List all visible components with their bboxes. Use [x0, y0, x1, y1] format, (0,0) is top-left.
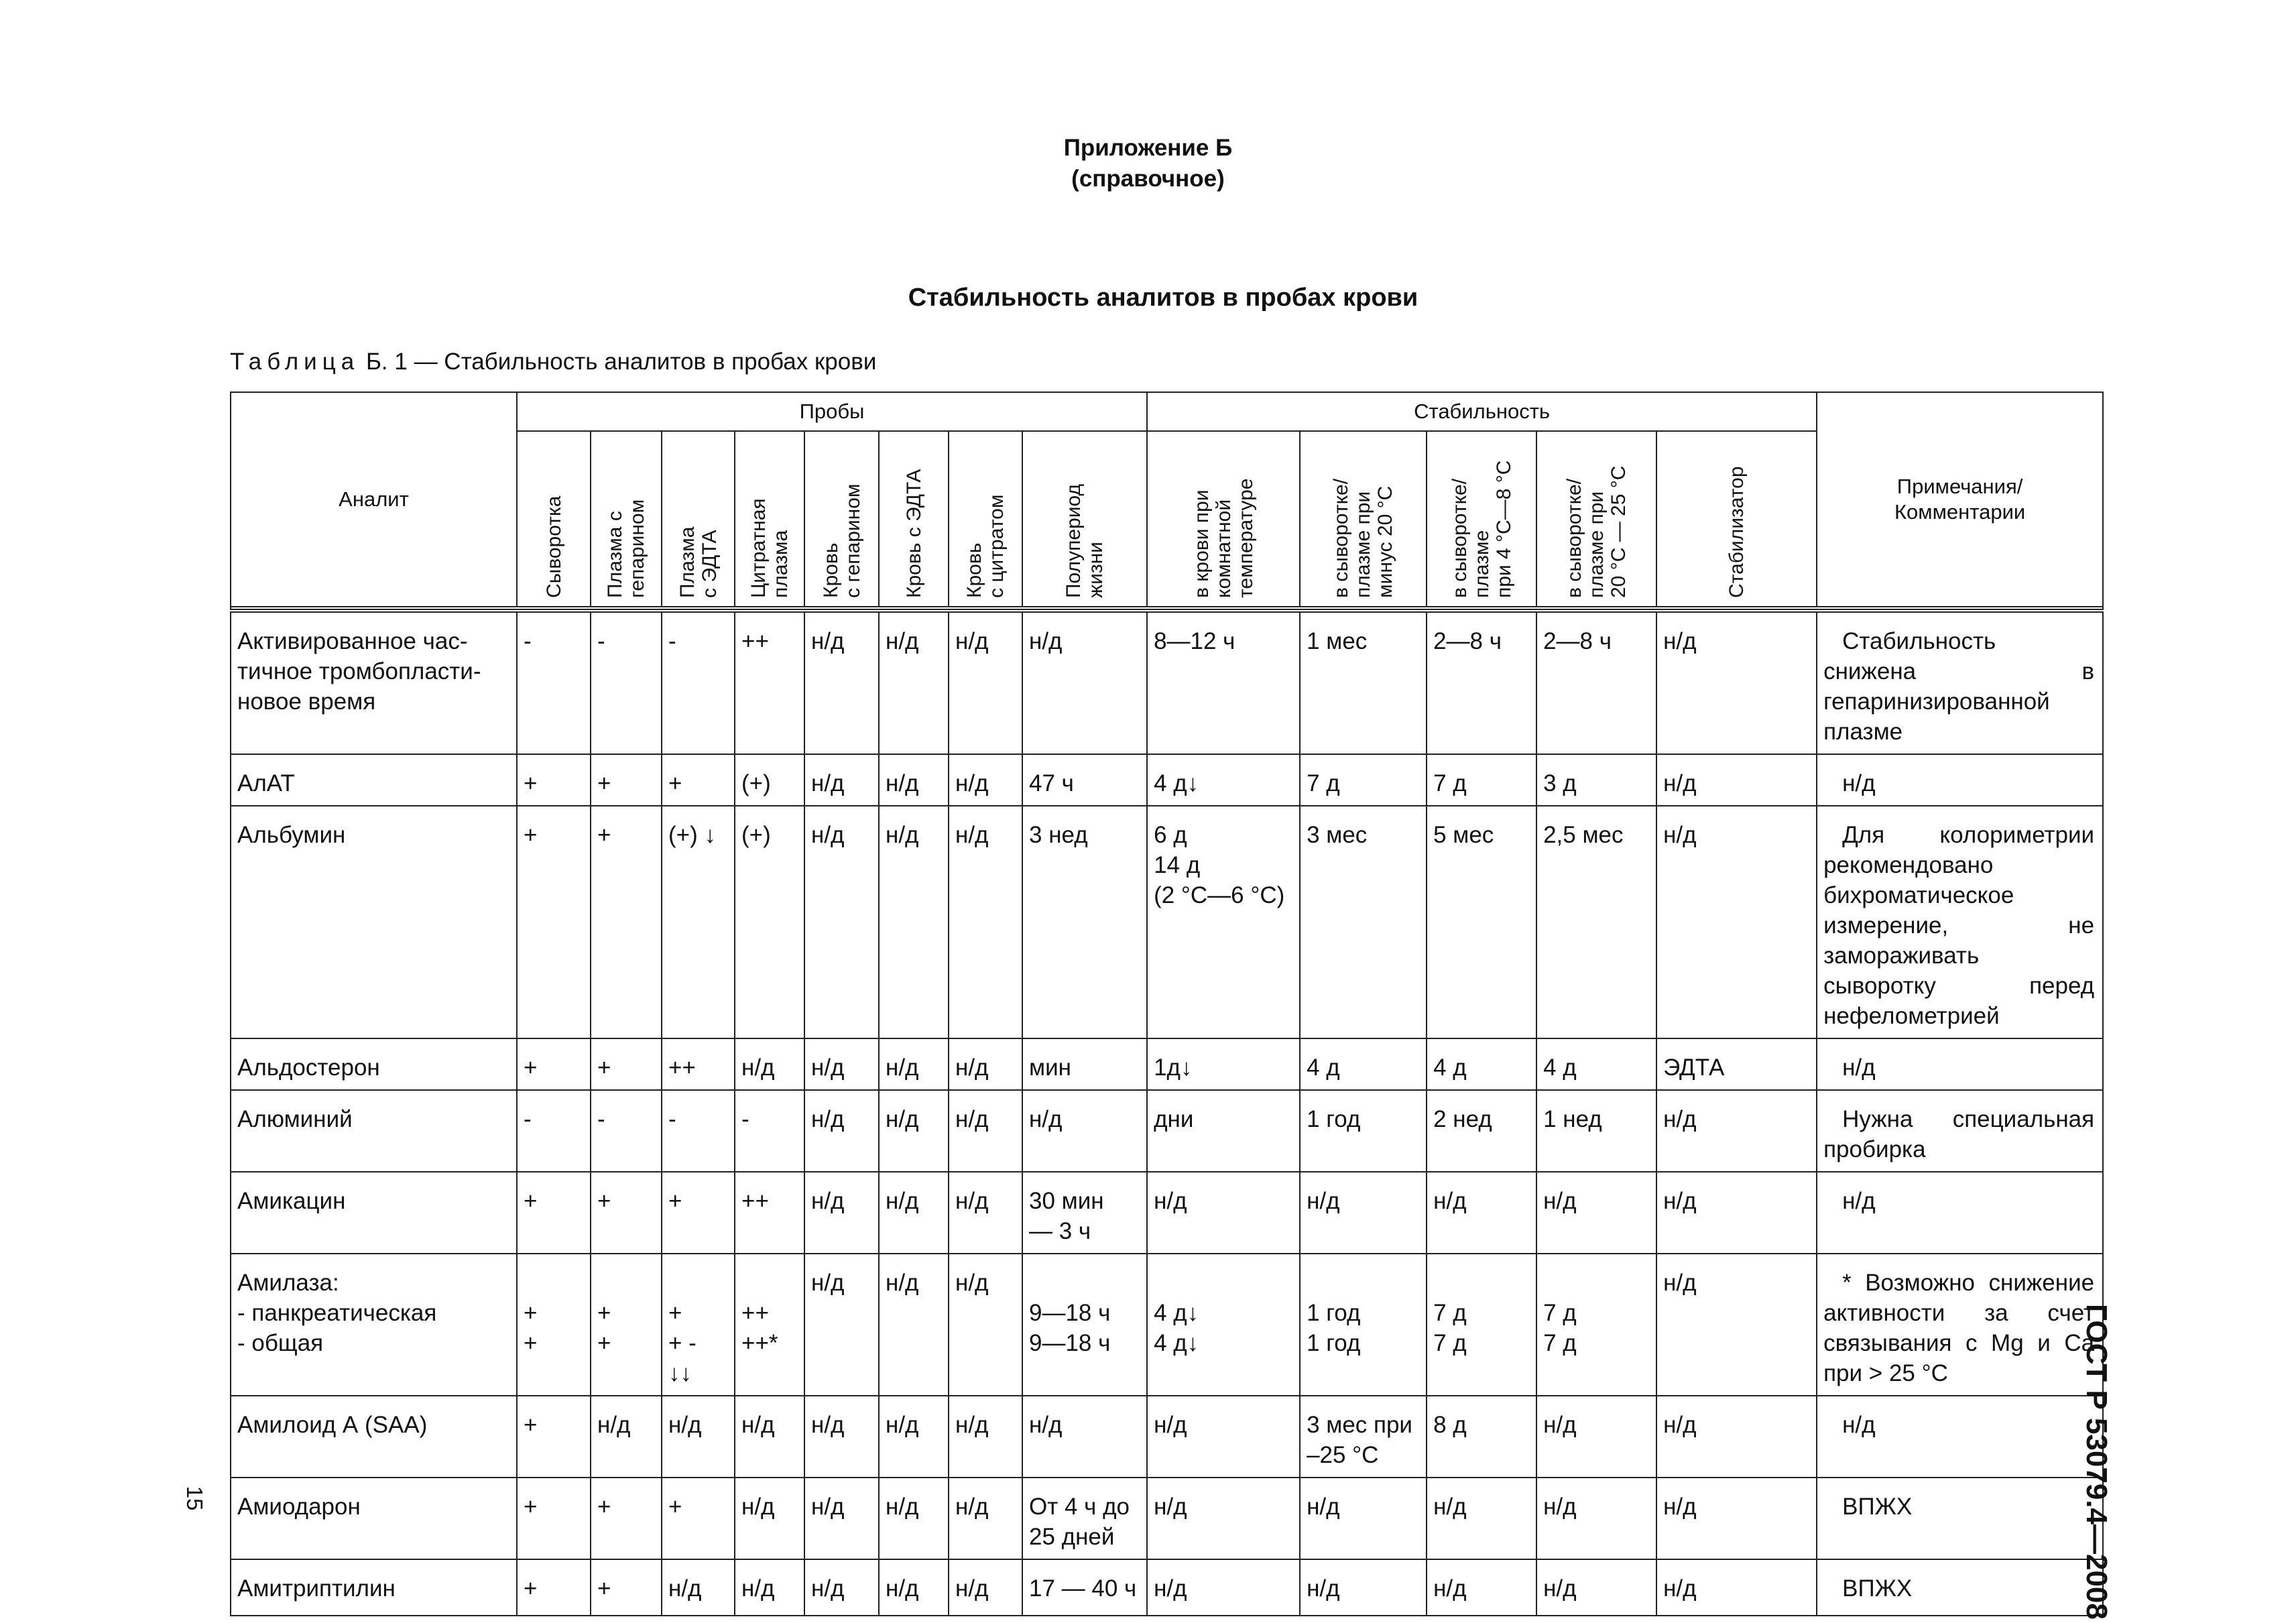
value-cell: н/д: [949, 1038, 1022, 1090]
note-cell: н/д: [1817, 1396, 2103, 1478]
table-row: [231, 611, 2103, 754]
value-cell: +: [662, 1478, 735, 1559]
value-cell: н/д: [804, 1396, 879, 1478]
header-sample-col-label: Полупериод жизни: [1063, 484, 1107, 598]
analyte-cell: Альдостерон: [231, 1038, 517, 1090]
value-cell: 2—8 ч: [1427, 611, 1536, 754]
value-cell: 1 год: [1300, 1090, 1427, 1172]
value-cell: + +: [517, 1254, 591, 1396]
header-stability-col-label: в сыворотке/ плазме при 20 °С — 25 °С: [1563, 465, 1630, 598]
table-caption-label: Таблица: [230, 349, 360, 375]
value-cell: -: [735, 1090, 804, 1172]
value-cell: 2,5 мес: [1536, 806, 1656, 1038]
value-cell: н/д: [949, 1559, 1022, 1616]
note-cell: Для колориметрии рекомендовано бихроматическое измерение, не замораживать сыворотку перед нефелометрией: [1817, 806, 2103, 1038]
value-cell: н/д: [1427, 1172, 1536, 1254]
value-cell: 1 нед: [1536, 1090, 1656, 1172]
value-cell: 6 д 14 д (2 °С—6 °С): [1147, 806, 1300, 1038]
value-cell: мин: [1022, 1038, 1147, 1090]
value-cell: +: [517, 1559, 591, 1616]
value-cell: 5 мес: [1427, 806, 1536, 1038]
value-cell: н/д: [1656, 1090, 1817, 1172]
value-cell: -: [591, 611, 662, 754]
value-cell: н/д: [949, 611, 1022, 754]
analyte-cell: Активированное час- тичное тромбопласти- новое время: [231, 611, 517, 754]
value-cell: 3 мес при –25 °С: [1300, 1396, 1427, 1478]
value-cell: -: [591, 1090, 662, 1172]
value-cell: н/д: [1656, 754, 1817, 806]
value-cell: 4 д: [1300, 1038, 1427, 1090]
value-cell: н/д: [804, 754, 879, 806]
value-cell: 17 — 40 ч: [1022, 1559, 1147, 1616]
value-cell: (+): [735, 806, 804, 1038]
value-cell: н/д: [591, 1396, 662, 1478]
value-cell: н/д: [804, 1172, 879, 1254]
header-samples-group: Пробы: [517, 392, 1147, 431]
value-cell: н/д: [1147, 1396, 1300, 1478]
value-cell: 47 ч: [1022, 754, 1147, 806]
value-cell: н/д: [1022, 611, 1147, 754]
table-row: [231, 806, 2103, 1038]
value-cell: 7 д: [1300, 754, 1427, 806]
value-cell: 4 д: [1536, 1038, 1656, 1090]
table-row: [231, 1254, 2103, 1396]
value-cell: 3 нед: [1022, 806, 1147, 1038]
value-cell: н/д: [804, 1090, 879, 1172]
table-row: [231, 754, 2103, 806]
analyte-cell: Амиодарон: [231, 1478, 517, 1559]
header-notes: Примечания/ Комментарии: [1817, 392, 2103, 607]
value-cell: н/д: [1656, 611, 1817, 754]
analyte-cell: Альбумин: [231, 806, 517, 1038]
value-cell: 3 д: [1536, 754, 1656, 806]
value-cell: +: [517, 1038, 591, 1090]
value-cell: +: [517, 1396, 591, 1478]
value-cell: 1д↓: [1147, 1038, 1300, 1090]
analyte-cell: Амилоид А (SAA): [231, 1396, 517, 1478]
table-body: [231, 611, 2103, 1616]
value-cell: +: [591, 1559, 662, 1616]
value-cell: +: [662, 1172, 735, 1254]
value-cell: н/д: [1300, 1478, 1427, 1559]
value-cell: н/д: [1656, 1478, 1817, 1559]
note-cell: Стабильность снижена в гепаринизированной плазме: [1817, 611, 2103, 754]
table-caption: [230, 349, 876, 375]
header-stability-col-label: в сыворотке/ плазме при 4 °С—8 °С: [1448, 460, 1515, 598]
header-group-row: [231, 392, 2103, 431]
value-cell: -: [517, 1090, 591, 1172]
value-cell: н/д: [1022, 1396, 1147, 1478]
appendix-subtitle: (справочное): [1071, 166, 1225, 192]
value-cell: н/д: [804, 1559, 879, 1616]
value-cell: н/д: [1022, 1090, 1147, 1172]
header-stability-col: [1300, 431, 1427, 607]
header-sample-col-label: Плазма с гепарином: [604, 499, 648, 598]
standard-code: ГОСТ Р 53079.4—2008: [2080, 1304, 2113, 1620]
header-analyte: Аналит: [231, 392, 517, 607]
value-cell: н/д: [1536, 1172, 1656, 1254]
note-cell: н/д: [1817, 1172, 2103, 1254]
header-sample-col-label: Сыворотка: [542, 495, 565, 598]
value-cell: ++: [662, 1038, 735, 1090]
header-sample-col-label: Кровь с ЭДТА: [902, 469, 925, 598]
header-sample-col-label: Плазма с ЭДТА: [676, 526, 721, 598]
value-cell: н/д: [879, 1038, 949, 1090]
value-cell: н/д: [735, 1478, 804, 1559]
table-row: [231, 1090, 2103, 1172]
note-cell: н/д: [1817, 1038, 2103, 1090]
value-cell: н/д: [949, 1254, 1022, 1396]
value-cell: +: [591, 806, 662, 1038]
value-cell: +: [662, 754, 735, 806]
value-cell: н/д: [1147, 1478, 1300, 1559]
analyte-cell: Амилаза: - панкреатическая - общая: [231, 1254, 517, 1396]
value-cell: н/д: [949, 1172, 1022, 1254]
value-cell: н/д: [735, 1396, 804, 1478]
value-cell: -: [662, 1090, 735, 1172]
value-cell: н/д: [1147, 1172, 1300, 1254]
value-cell: дни: [1147, 1090, 1300, 1172]
header-stability-col: [1147, 431, 1300, 607]
header-stability-col-label: в сыворотке/ плазме при минус 20 °С: [1330, 478, 1397, 598]
value-cell: н/д: [1300, 1172, 1427, 1254]
value-cell: н/д: [1656, 806, 1817, 1038]
value-cell: +: [591, 1172, 662, 1254]
value-cell: н/д: [804, 1478, 879, 1559]
header-stability-col: [1427, 431, 1536, 607]
value-cell: н/д: [662, 1396, 735, 1478]
header-sample-col: [662, 431, 735, 607]
header-stability-group: Стабильность: [1147, 392, 1817, 431]
header-sample-col: [804, 431, 879, 607]
analyte-cell: АлАТ: [231, 754, 517, 806]
value-cell: н/д: [804, 1038, 879, 1090]
value-cell: 4 д: [1427, 1038, 1536, 1090]
value-cell: +: [591, 1038, 662, 1090]
value-cell: +: [591, 754, 662, 806]
value-cell: 2 нед: [1427, 1090, 1536, 1172]
note-cell: н/д: [1817, 754, 2103, 806]
value-cell: н/д: [879, 611, 949, 754]
value-cell: н/д: [804, 1254, 879, 1396]
header-sample-col-label: Кровь с гепарином: [819, 483, 864, 598]
table-row: [231, 1172, 2103, 1254]
header-sample-col-label: Цитратная плазма: [747, 498, 792, 598]
value-cell: +: [591, 1478, 662, 1559]
value-cell: -: [662, 611, 735, 754]
value-cell: н/д: [1147, 1559, 1300, 1616]
value-cell: 7 д 7 д: [1427, 1254, 1536, 1396]
table-row: [231, 1478, 2103, 1559]
value-cell: + + - ↓↓: [662, 1254, 735, 1396]
table-row: [231, 1038, 2103, 1090]
table-caption-text: Б. 1 — Стабильность аналитов в пробах крови: [359, 349, 877, 375]
value-cell: н/д: [735, 1038, 804, 1090]
header-sample-col: [1022, 431, 1147, 607]
header-sample-col: [879, 431, 949, 607]
value-cell: н/д: [804, 806, 879, 1038]
value-cell: н/д: [879, 1172, 949, 1254]
value-cell: 2—8 ч: [1536, 611, 1656, 754]
stability-table: [230, 392, 2104, 1616]
header-sample-col: [735, 431, 804, 607]
header-stability-col: [1536, 431, 1656, 607]
value-cell: н/д: [1656, 1396, 1817, 1478]
analyte-cell: Амитриптилин: [231, 1559, 517, 1616]
page-number: 15: [182, 1486, 207, 1511]
note-cell: * Возможно снижение активности за счет связывания с Mg и Ca при > 25 °С: [1817, 1254, 2103, 1396]
value-cell: 9—18 ч 9—18 ч: [1022, 1254, 1147, 1396]
value-cell: н/д: [949, 754, 1022, 806]
table-row: [231, 1396, 2103, 1478]
header-sample-col: [949, 431, 1022, 607]
value-cell: -: [517, 611, 591, 754]
value-cell: н/д: [804, 611, 879, 754]
header-stability-col-label: Стабилизатор: [1726, 466, 1748, 598]
value-cell: н/д: [879, 1559, 949, 1616]
value-cell: ++ ++*: [735, 1254, 804, 1396]
value-cell: + +: [591, 1254, 662, 1396]
appendix-title: Приложение Б: [1063, 135, 1233, 161]
header-sample-col-label: Кровь с цитратом: [963, 494, 1008, 598]
value-cell: н/д: [949, 1090, 1022, 1172]
value-cell: 7 д 7 д: [1536, 1254, 1656, 1396]
value-cell: н/д: [1656, 1254, 1817, 1396]
value-cell: н/д: [949, 1396, 1022, 1478]
value-cell: От 4 ч до 25 дней: [1022, 1478, 1147, 1559]
value-cell: н/д: [735, 1559, 804, 1616]
value-cell: н/д: [1536, 1396, 1656, 1478]
value-cell: (+) ↓: [662, 806, 735, 1038]
value-cell: 30 мин — 3 ч: [1022, 1172, 1147, 1254]
value-cell: +: [517, 1172, 591, 1254]
analyte-cell: Амикацин: [231, 1172, 517, 1254]
value-cell: +: [517, 806, 591, 1038]
value-cell: н/д: [879, 1478, 949, 1559]
value-cell: н/д: [1536, 1559, 1656, 1616]
value-cell: н/д: [949, 806, 1022, 1038]
value-cell: ++: [735, 611, 804, 754]
page-title: Стабильность аналитов в пробах крови: [908, 284, 1418, 312]
header-stability-col-label: в крови при комнатной температуре: [1190, 478, 1257, 598]
note-cell: ВПЖХ: [1817, 1478, 2103, 1559]
value-cell: 1 год 1 год: [1300, 1254, 1427, 1396]
header-sample-col: [591, 431, 662, 607]
value-cell: 4 д↓ 4 д↓: [1147, 1254, 1300, 1396]
value-cell: 3 мес: [1300, 806, 1427, 1038]
value-cell: н/д: [1427, 1478, 1536, 1559]
value-cell: 8—12 ч: [1147, 611, 1300, 754]
analyte-cell: Алюминий: [231, 1090, 517, 1172]
value-cell: 7 д: [1427, 754, 1536, 806]
value-cell: +: [517, 754, 591, 806]
value-cell: н/д: [1656, 1559, 1817, 1616]
note-cell: ВПЖХ: [1817, 1559, 2103, 1616]
header-stability-col: [1656, 431, 1817, 607]
value-cell: н/д: [879, 754, 949, 806]
value-cell: +: [517, 1478, 591, 1559]
value-cell: (+): [735, 754, 804, 806]
value-cell: н/д: [879, 806, 949, 1038]
value-cell: н/д: [879, 1254, 949, 1396]
header-sample-col: [517, 431, 591, 607]
note-cell: Нужна специальная пробирка: [1817, 1090, 2103, 1172]
value-cell: н/д: [1656, 1172, 1817, 1254]
value-cell: ++: [735, 1172, 804, 1254]
value-cell: н/д: [662, 1559, 735, 1616]
value-cell: ЭДТА: [1656, 1038, 1817, 1090]
value-cell: н/д: [879, 1090, 949, 1172]
value-cell: 4 д↓: [1147, 754, 1300, 806]
value-cell: н/д: [949, 1478, 1022, 1559]
value-cell: н/д: [879, 1396, 949, 1478]
table-row: [231, 1559, 2103, 1616]
value-cell: н/д: [1427, 1559, 1536, 1616]
value-cell: 8 д: [1427, 1396, 1536, 1478]
value-cell: н/д: [1300, 1559, 1427, 1616]
value-cell: 1 мес: [1300, 611, 1427, 754]
value-cell: н/д: [1536, 1478, 1656, 1559]
